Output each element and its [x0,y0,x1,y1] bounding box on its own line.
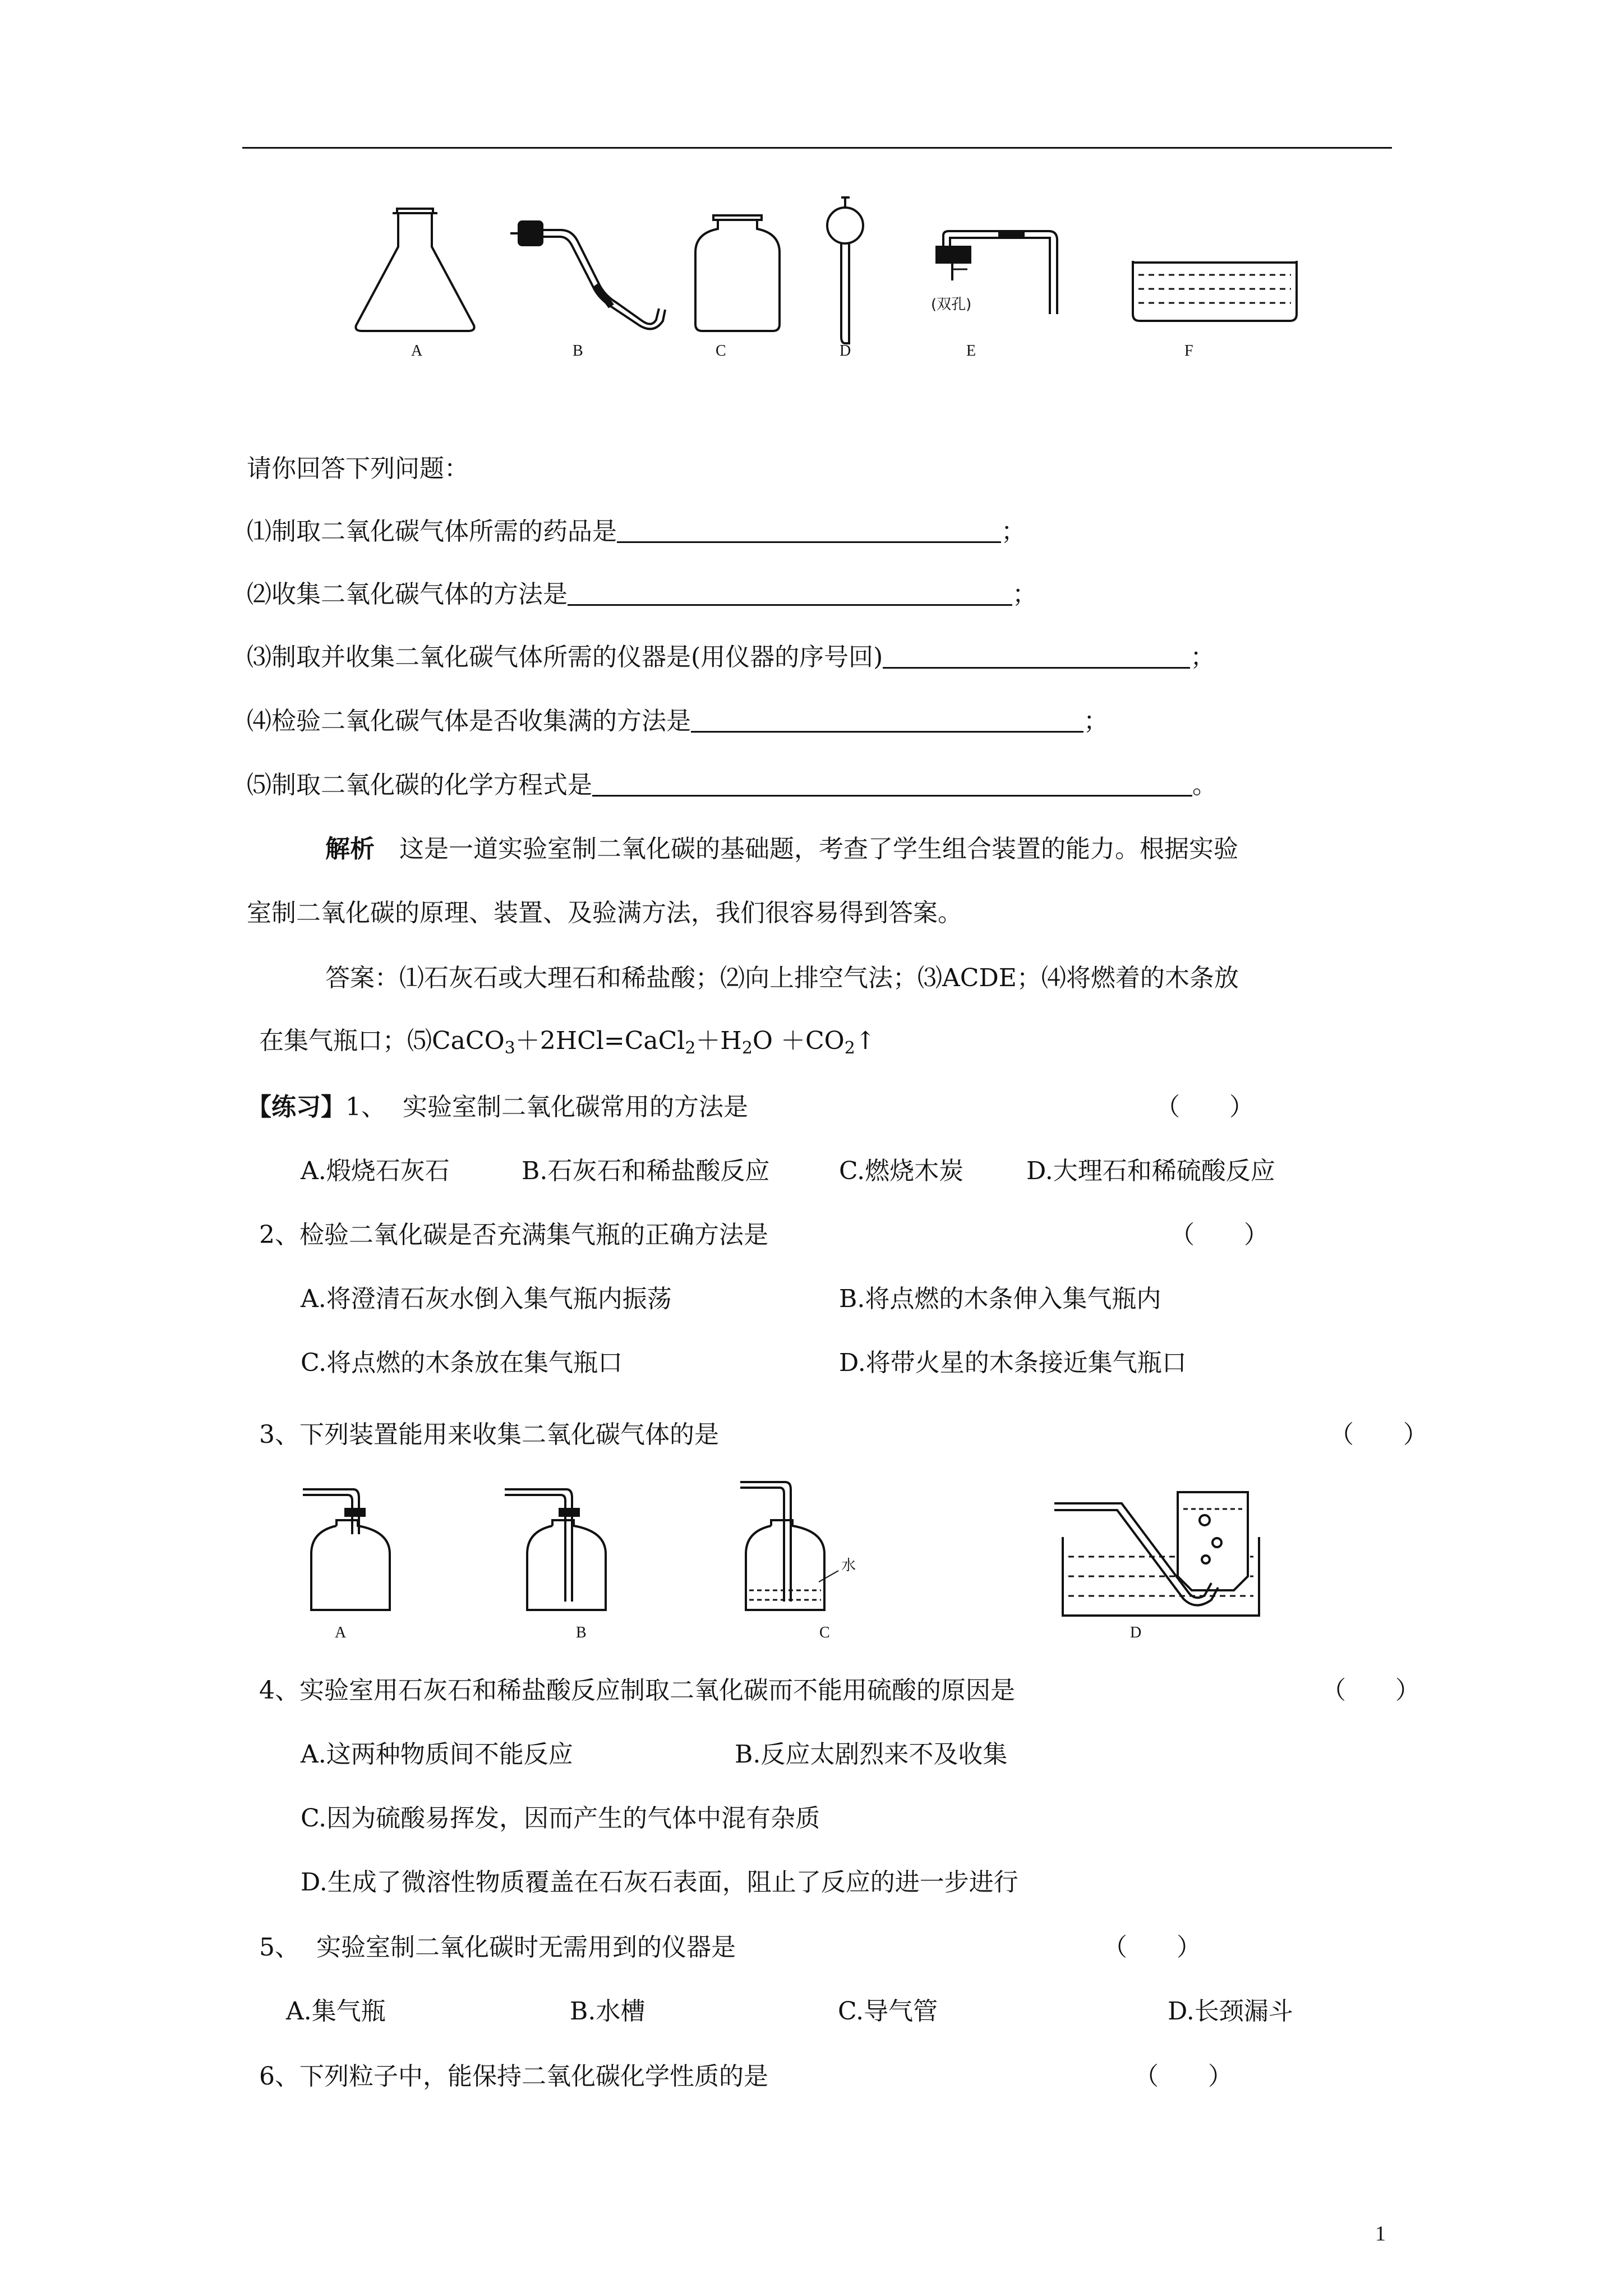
ex2-option-c[interactable]: C.将点燃的木条放在集气瓶口 [301,1349,623,1377]
fig1-label-e: E [966,342,976,360]
bottle-a-icon [303,1489,390,1610]
question-1-text: ⑴制取二氧化碳气体所需的药品是 [247,517,617,546]
exercise-5-paren: （ ） [1103,1933,1201,1962]
ex4-option-a[interactable]: A.这两种物质间不能反应 [301,1740,573,1769]
ex5-option-d[interactable]: D.长颈漏斗 [1168,1997,1293,2026]
conical-flask-icon [356,209,474,331]
question-4-text: ⑷检验二氧化碳气体是否收集满的方法是 [247,707,691,735]
exercise-6: 6、下列粒子中，能保持二氧化碳化学性质的是 [259,2062,768,2091]
question-4: ⑷检验二氧化碳气体是否收集满的方法是 ； [247,707,1108,735]
question-5-text: ⑸制取二氧化碳的化学方程式是 [247,771,592,799]
page-number: 1 [1375,2222,1386,2246]
ex1-option-d[interactable]: D.大理石和稀硫酸反应 [1026,1157,1275,1185]
header-rule [242,147,1392,149]
exercise-3: 3、下列装置能用来收集二氧化碳气体的是 [259,1420,719,1449]
question-3-text: ⑶制取并收集二氧化碳气体所需的仪器是(用仪器的序号回) [247,643,883,671]
ex2-option-b[interactable]: B.将点燃的木条伸入集气瓶内 [839,1285,1161,1313]
exercise-label: 【练习】 [247,1093,345,1121]
answer-blank-5 [592,770,1192,797]
ex4-option-b[interactable]: B.反应太剧烈来不及收集 [735,1740,1008,1769]
exercise-4-paren: （ ） [1321,1676,1420,1705]
answer-blank-1 [617,517,1001,543]
analysis-line-1: 解析 这是一道实验室制二氧化碳的基础题，考查了学生组合装置的能力。根据实验 [325,835,1238,863]
analysis-label: 解析 [325,835,375,863]
ex5-option-b[interactable]: B.水槽 [570,1997,645,2026]
answer-blank-2 [568,579,1012,606]
question-3: ⑶制取并收集二氧化碳气体所需的仪器是(用仪器的序号回) ； [247,643,1215,671]
fig2-label-c: C [819,1624,830,1641]
question-2-text: ⑵收集二氧化碳气体的方法是 [247,580,568,609]
ex1-option-b[interactable]: B.石灰石和稀盐酸反应 [522,1157,770,1185]
water-label: 水 [841,1557,856,1574]
ex4-option-d[interactable]: D.生成了微溶性物质覆盖在石灰石表面，阻止了反应的进一步进行 [301,1868,1018,1897]
answer-blank-4 [691,706,1083,733]
exercise-3-paren: （ ） [1329,1420,1428,1449]
gas-bottle-icon [695,215,780,331]
answer-line-1: 答案：⑴石灰石或大理石和稀盐酸；⑵向上排空气法；⑶ACDE；⑷将燃着的木条放 [325,964,1239,992]
question-2: ⑵收集二氧化碳气体的方法是 ； [247,580,1037,609]
collection-apparatus-figure [292,1481,1279,1627]
fig2-label-b: B [576,1624,587,1641]
water-trough-icon [1133,261,1297,321]
fig1-label-a: A [411,342,423,360]
ex2-option-d[interactable]: D.将带火星的木条接近集气瓶口 [839,1349,1187,1377]
fig1-label-b: B [573,342,583,360]
fig1-label-d: D [840,342,851,360]
exercise-1: 【练习】1、 实验室制二氧化碳常用的方法是 [247,1093,748,1121]
intro-text: 请你回答下列问题： [247,454,469,483]
fig2-label-a: A [335,1624,347,1641]
ex1-option-c[interactable]: C.燃烧木炭 [839,1157,964,1185]
question-1: ⑴制取二氧化碳气体所需的药品是 ； [247,517,1026,546]
question-5: ⑸制取二氧化碳的化学方程式是 。 [247,771,1217,799]
fig1-label-f: F [1184,342,1193,360]
ex4-option-c[interactable]: C.因为硫酸易挥发，因而产生的气体中混有杂质 [301,1804,820,1833]
fig1-label-c: C [716,342,726,360]
bottle-c-icon [740,1482,838,1610]
analysis-line-2: 室制二氧化碳的原理、装置、及验满方法，我们很容易得到答案。 [247,899,962,927]
delivery-tube-icon [510,222,665,329]
exercise-1-paren: （ ） [1155,1093,1254,1121]
double-hole-label: (双孔) [931,296,972,313]
exercise-2: 2、检验二氧化碳是否充满集气瓶的正确方法是 [259,1221,768,1249]
answer-line-2: 在集气瓶口；$⑸CaCO_3+2HCl=CaCl_2+H_2O$ $+CO_2↑$ [259,1027,876,1058]
long-neck-funnel-icon [827,197,863,343]
exercise-4: 4、实验室用石灰石和稀盐酸反应制取二氧化碳而不能用硫酸的原因是 [259,1676,1015,1705]
exercise-6-paren: （ ） [1134,2062,1233,2091]
exercise-2-paren: （ ） [1170,1221,1269,1249]
exercise-5: 5、 实验室制二氧化碳时无需用到的仪器是 [259,1933,736,1962]
answer-blank-3 [883,642,1190,669]
ex5-option-c[interactable]: C.导气管 [838,1997,938,2026]
water-trough-inverted-bottle-icon [1054,1492,1259,1616]
ex1-option-a[interactable]: A.煅烧石灰石 [301,1157,450,1185]
bottle-b-icon [505,1489,606,1610]
apparatus-figure [336,196,1324,376]
ex2-option-a[interactable]: A.将澄清石灰水倒入集气瓶内振荡 [301,1285,672,1313]
fig2-label-d: D [1130,1624,1142,1641]
ex5-option-a[interactable]: A.集气瓶 [286,1997,386,2026]
